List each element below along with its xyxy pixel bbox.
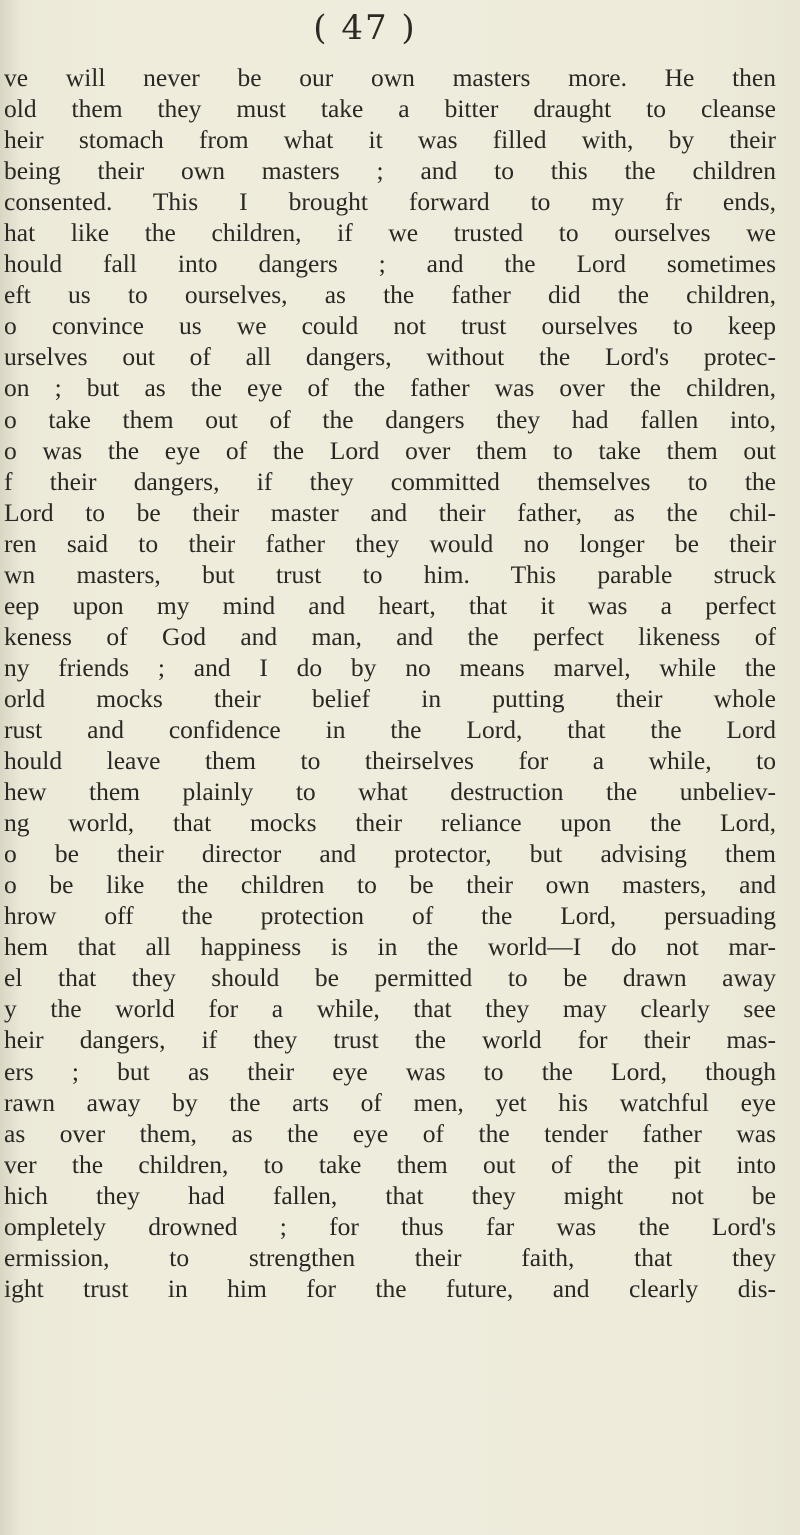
text-line: y the world for a while, that they may clearly see [4,994,776,1024]
text-line: hich they had fallen, that they might not be [4,1180,776,1210]
text-line: rust and confidence in the Lord, that the Lord [4,714,776,744]
text-line: wn masters, but trust to him. This parable struck [4,559,776,589]
text-line: ny friends ; and I do by no means marvel, while the [4,652,776,682]
text-line: o take them out of the dangers they had fallen into, [4,404,776,434]
text-line: hrow off the protection of the Lord, persuading [4,901,776,931]
text-line: eep upon my mind and heart, that it was a perfect [4,590,776,620]
text-line: hem that all happiness is in the world—I do not mar- [4,932,776,962]
text-line: rawn away by the arts of men, yet his watchful eye [4,1087,776,1117]
body-text [0,62,796,1304]
text-line: being their own masters ; and to this the children [4,156,776,186]
text-line: ers ; but as their eye was to the Lord, though [4,1056,776,1086]
text-line: hat like the children, if we trusted to ourselves we [4,218,776,248]
text-line: Lord to be their master and their father, as the chil- [4,497,776,527]
text-line: ve will never be our own masters more. He then [4,63,776,92]
text-line: old them they must take a bitter draught to cleanse [4,94,776,124]
text-line: o be their director and protector, but advising them [4,839,776,869]
text-line: consented. This I brought forward to my fr ends, [4,187,776,217]
text-line: urselves out of all dangers, without the Lord's protec- [4,342,776,372]
text-line: eft us to ourselves, as the father did the children, [4,280,776,310]
text-line: on ; but as the eye of the father was over the children, [4,373,776,403]
text-line: ermission, to strengthen their faith, that they [4,1242,776,1272]
text-line: ompletely drowned ; for thus far was the Lord's [4,1211,776,1241]
text-line: ight trust in him for the future, and clearly dis- [4,1273,776,1303]
text-line: hould fall into dangers ; and the Lord sometimes [4,249,776,279]
text-line: as over them, as the eye of the tender father was [4,1118,776,1148]
text-line: f their dangers, if they committed themselves to the [4,466,776,496]
text-line: heir stomach from what it was filled with, by their [4,125,776,155]
text-line: ng world, that mocks their reliance upon the Lord, [4,808,776,838]
text-line: o was the eye of the Lord over them to take them out [4,435,776,465]
text-line: ver the children, to take them out of the pit into [4,1149,776,1179]
text-line: el that they should be permitted to be drawn away [4,963,776,993]
text-line: hew them plainly to what destruction the unbeliev- [4,777,776,807]
text-line: o convince us we could not trust ourselves to keep [4,311,776,341]
text-line: keness of God and man, and the perfect likeness of [4,621,776,651]
text-line: hould leave them to theirselves for a while, to [4,746,776,776]
text-line: o be like the children to be their own masters, and [4,870,776,900]
text-line: orld mocks their belief in putting their whole [4,683,776,713]
text-line: heir dangers, if they trust the world for their mas- [4,1025,776,1055]
text-line: ren said to their father they would no longer be their [4,528,776,558]
page-number: ( 47 ) [313,8,417,48]
